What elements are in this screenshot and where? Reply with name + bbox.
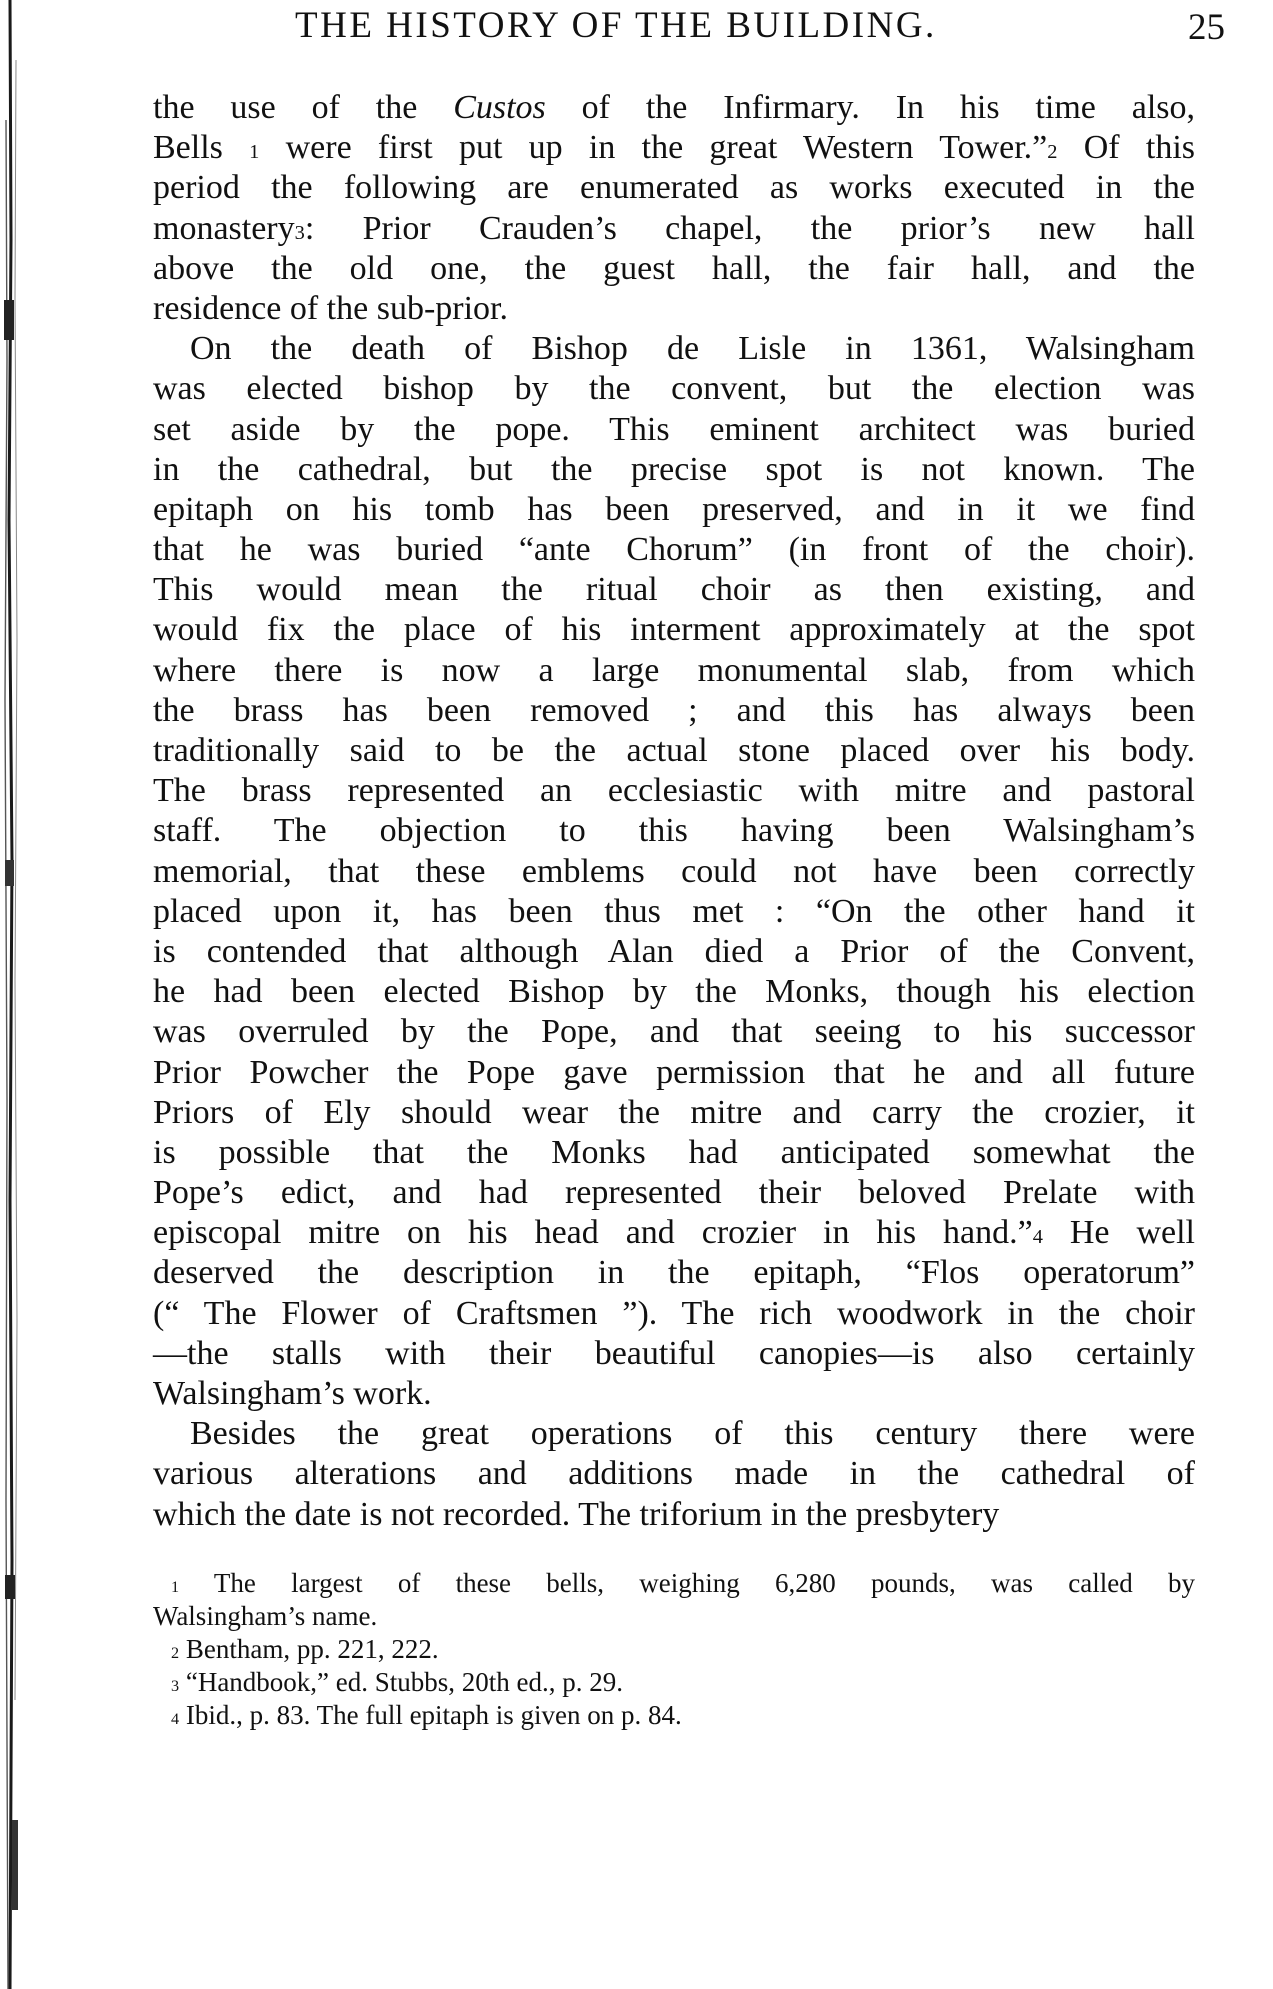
text-line: that he was buried “ante Chorum” (in front of the choir). xyxy=(153,531,1195,569)
footnote-line: Walsingham’s name. xyxy=(153,1601,378,1631)
text-line: memorial, that these emblems could not have been correctly xyxy=(153,852,1195,890)
text-line: the use of the Custos of the Infirmary. In his time also, xyxy=(153,89,1196,126)
text-line: period the following are enumerated as works executed in the xyxy=(153,169,1195,207)
text-line: Priors of Ely should wear the mitre and carry the crozier, it xyxy=(153,1093,1195,1131)
text-line: he had been elected Bishop by the Monks, though his election xyxy=(153,973,1195,1011)
text-line: Prior Powcher the Pope gave permission that he and all future xyxy=(153,1053,1195,1091)
running-head-title: THE HISTORY OF THE BUILDING. xyxy=(295,5,937,46)
text-line: which the date is not recorded. The triforium in the presbytery xyxy=(153,1495,1000,1533)
body-text xyxy=(153,88,1195,1535)
footnote-line: $^2$ Bentham, pp. 221, 222. xyxy=(171,1634,439,1664)
text-line: is possible that the Monks had anticipated somewhat the xyxy=(153,1133,1195,1171)
text-line: Bells $^1$ were first put up in the great Western Tower.”$^2$ Of this xyxy=(153,129,1195,167)
text-line: —the stalls with their beautiful canopies—is also certainly xyxy=(153,1334,1195,1372)
footnote-line: $^3$ “Handbook,” ed. Stubbs, 20th ed., p. 29. xyxy=(171,1667,624,1697)
running-header xyxy=(150,4,1225,52)
text-line: was elected bishop by the convent, but the election was xyxy=(153,370,1195,408)
page-number: 25 xyxy=(1188,7,1225,48)
footnote-line: $^4$ Ibid., p. 83. The full epitaph is given on p. 84. xyxy=(171,1700,682,1730)
text-line: (“ The Flower of Craftsmen ”). The rich woodwork in the choir xyxy=(153,1294,1195,1332)
text-line: is contended that although Alan died a Prior of the Convent, xyxy=(153,932,1195,970)
text-line: monastery$^3$: Prior Crauden’s chapel, the prior’s new hall xyxy=(153,209,1195,247)
text-line: epitaph on his tomb has been preserved, and in it we find xyxy=(153,490,1195,528)
text-line: This would mean the ritual choir as then existing, and xyxy=(153,571,1195,609)
text-line: was overruled by the Pope, and that seeing to his successor xyxy=(153,1013,1195,1051)
text-line: where there is now a large monumental slab, from which xyxy=(153,651,1195,689)
text-line: staff. The objection to this having been Walsingham’s xyxy=(153,812,1195,850)
page-binding-edge xyxy=(0,0,40,1989)
text-line: episcopal mitre on his head and crozier in his hand.”$^4$ He well xyxy=(153,1214,1195,1252)
text-line: Besides the great operations of this century there were xyxy=(190,1415,1195,1453)
text-line: Pope’s edict, and had represented their beloved Prelate with xyxy=(153,1174,1195,1212)
text-line: would fix the place of his interment approximately at the spot xyxy=(153,611,1195,649)
text-line: residence of the sub-prior. xyxy=(153,289,508,327)
text-line: above the old one, the guest hall, the fair hall, and the xyxy=(153,249,1195,287)
text-line: traditionally said to be the actual stone placed over his body. xyxy=(153,732,1195,769)
text-line: deserved the description in the epitaph, “Flos operatorum” xyxy=(153,1254,1195,1292)
text-line: The brass represented an ecclesiastic with mitre and pastoral xyxy=(153,772,1195,810)
footnotes xyxy=(153,1567,1195,1732)
text-line: set aside by the pope. This eminent architect was buried xyxy=(153,410,1195,448)
text-line: placed upon it, has been thus met : “On the other hand it xyxy=(153,892,1195,930)
footnote-line: $^1$ The largest of these bells, weighing 6,280 pounds, was called by xyxy=(171,1568,1195,1598)
text-line: On the death of Bishop de Lisle in 1361, Walsingham xyxy=(190,330,1195,368)
text-line: in the cathedral, but the precise spot is not known. The xyxy=(153,450,1195,488)
text-line: the brass has been removed ; and this has always been xyxy=(153,691,1195,729)
text-line: Walsingham’s work. xyxy=(153,1375,432,1412)
text-line: various alterations and additions made in the cathedral of xyxy=(153,1455,1195,1493)
